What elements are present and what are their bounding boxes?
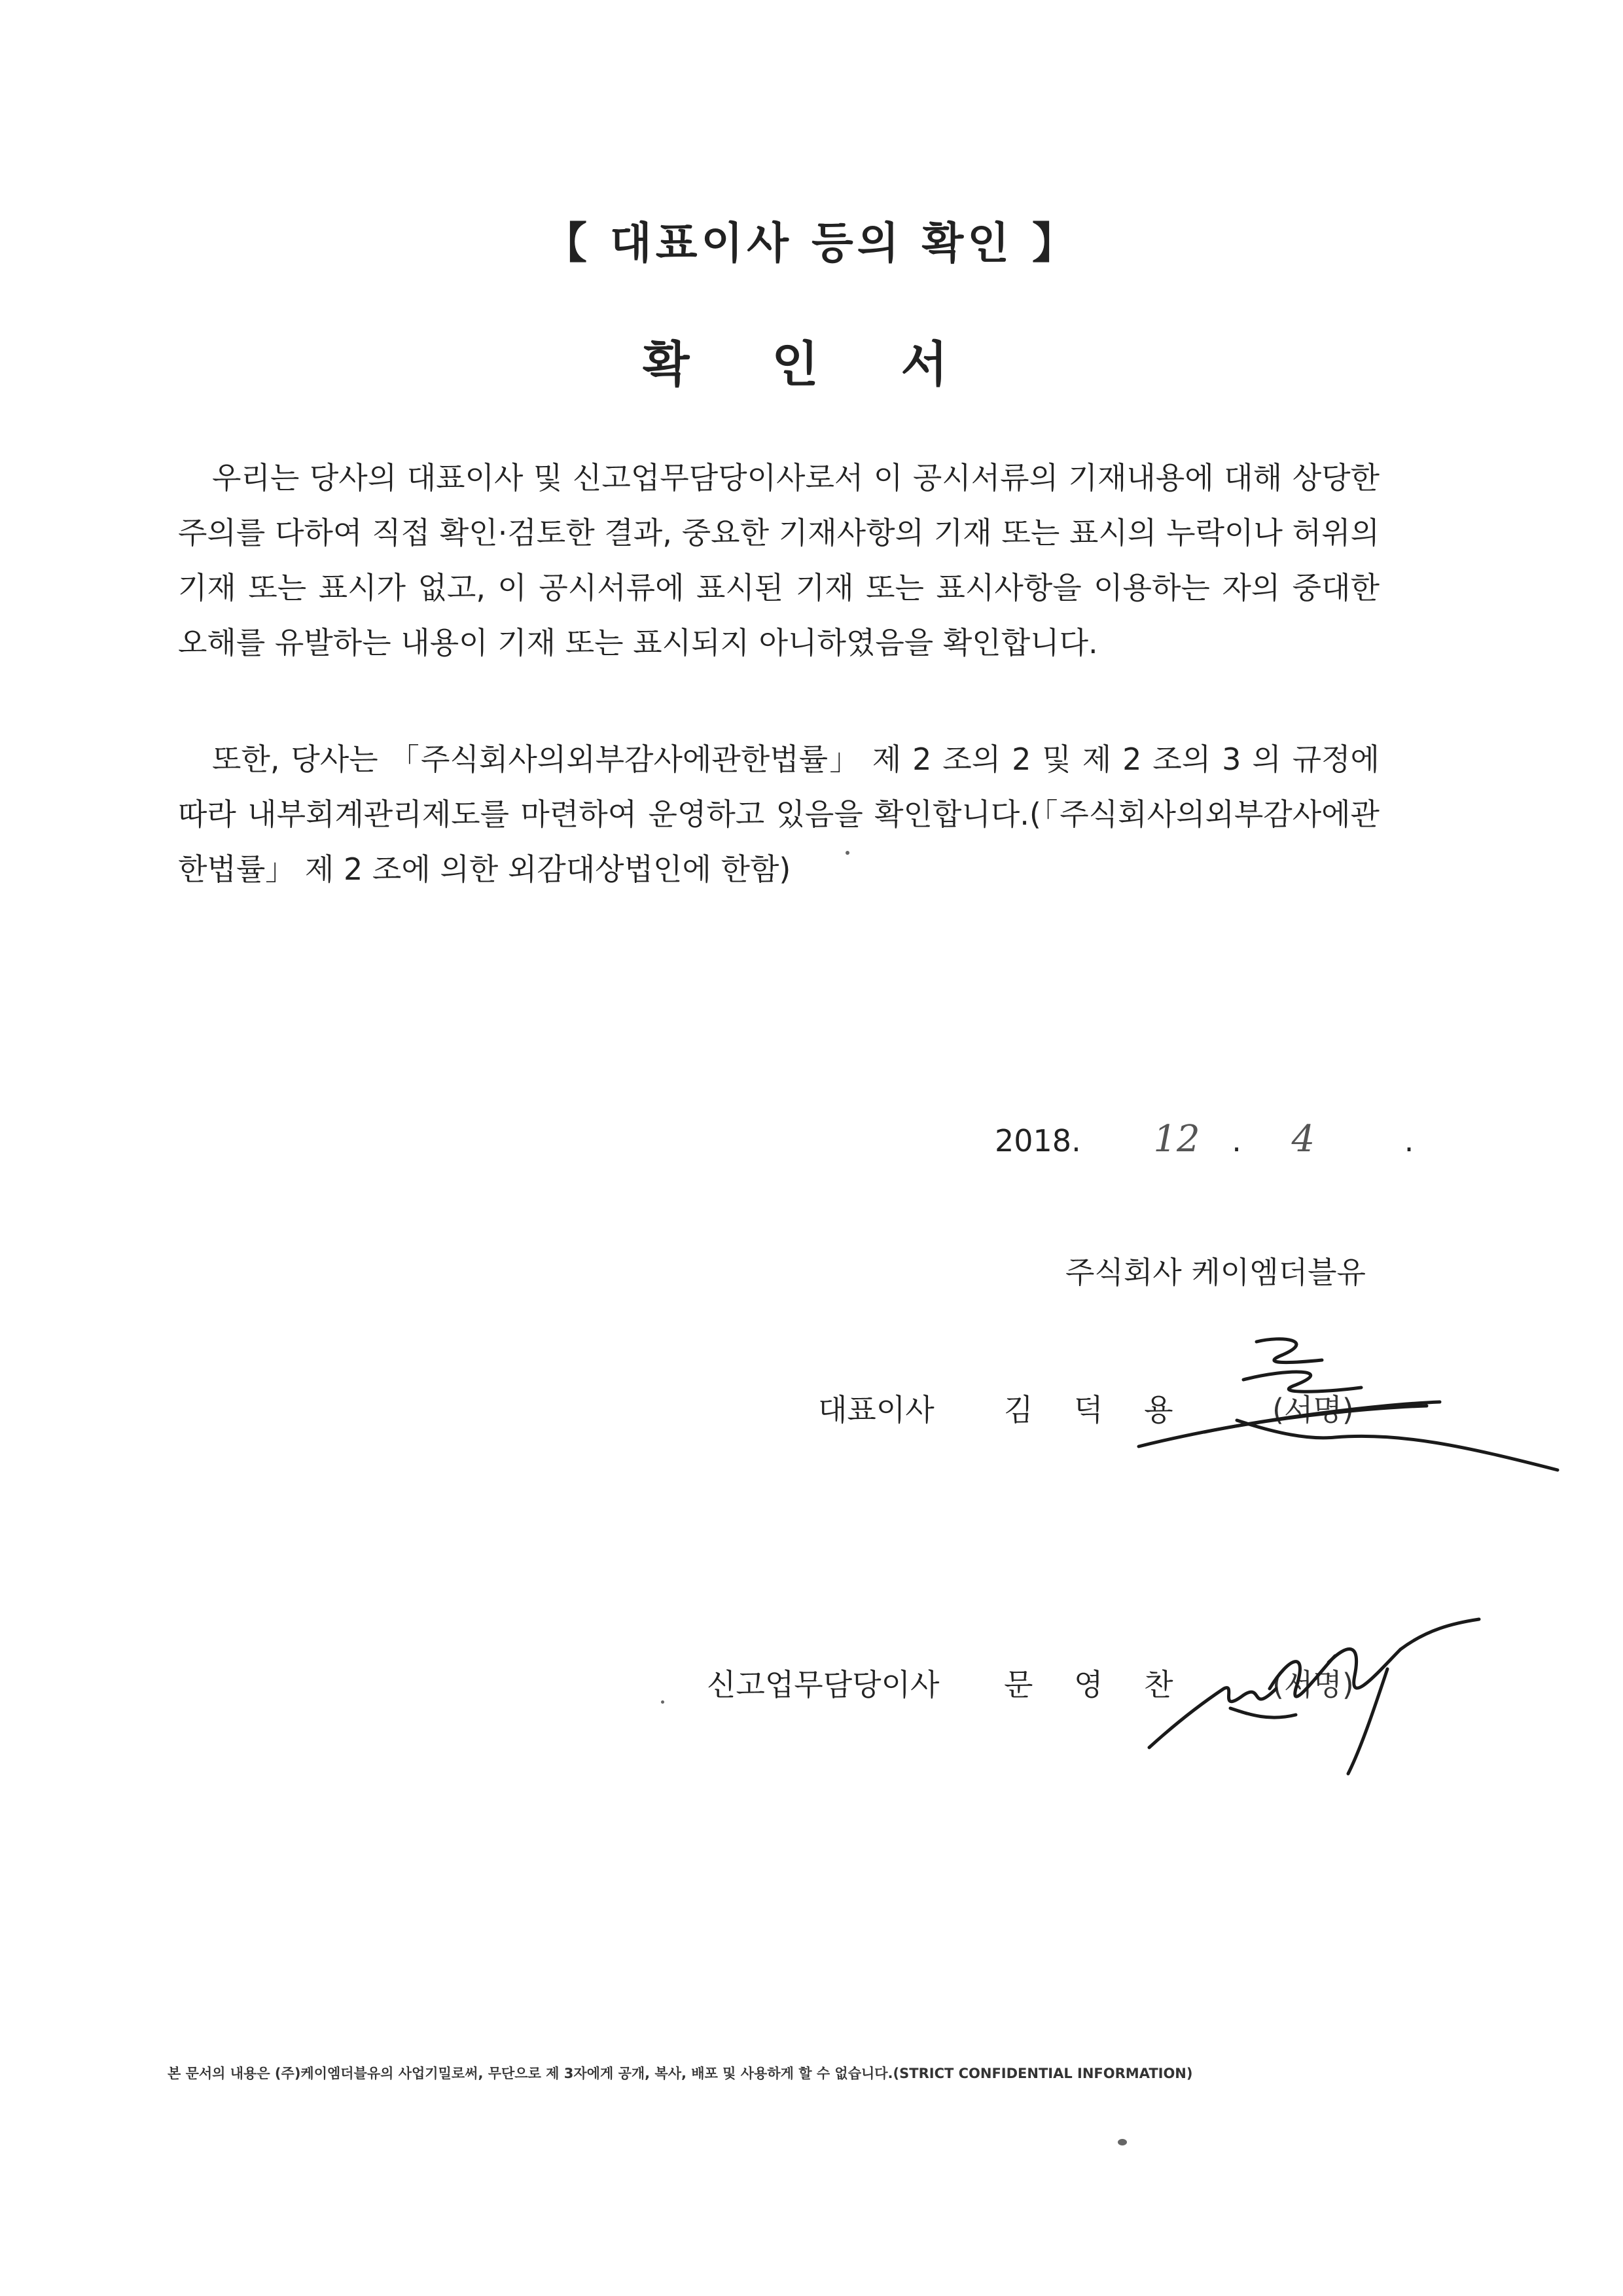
document-date — [995, 1118, 1414, 1160]
scan-speck — [661, 1700, 664, 1704]
signatory-role: 대표이사 — [818, 1392, 935, 1427]
signature-label: (서명) — [1272, 1392, 1354, 1427]
body-paragraph-2: 또한, 당사는 「주식회사의외부감사에관한법률」 제 2 조의 2 및 제 2 조의 3 의 규정에 따라 내부회계관리제도를 마련하여 운영하고 있음을 확인합니다.(「주식회사의외부감사에관한법률」 제 2 조에 의한 외감대상법인에 한함) — [178, 742, 1380, 887]
date-separator: . — [1404, 1123, 1414, 1158]
signatory-ceo — [0, 1386, 1623, 1439]
scan-speck — [846, 851, 849, 855]
signatory-name: 문 영 찬 — [1004, 1667, 1189, 1702]
confidentiality-footer: 본 문서의 내용은 (주)케이엠더블유의 사업기밀로써, 무단으로 제 3자에게 공개, 복사, 배포 및 사용하게 할 수 없습니다.(STRICT CONFIDENTIAL INFORMATION) — [168, 2066, 1193, 2081]
date-day-handwritten: 4 — [1291, 1118, 1315, 1160]
date-year: 2018. — [995, 1123, 1081, 1158]
document-title: 확 인 서 — [643, 336, 980, 393]
body-paragraph-1: 우리는 당사의 대표이사 및 신고업무담당이사로서 이 공시서류의 기재내용에 대해 상당한 주의를 다하여 직접 확인·검토한 결과, 중요한 기재사항의 기재 또는 표시의 누락이나 허위의 기재 또는 표시가 없고, 이 공시서류에 표시된 기재 또는 표시사항을 이용하는 자의 중대한 오해를 유발하는 내용이 기재 또는 표시되지 아니하였음을 확인합니다. — [178, 460, 1380, 660]
signature-label: (서명) — [1272, 1667, 1354, 1702]
section-heading: 【 대표이사 등의 확인 】 — [544, 218, 1079, 268]
signatory-disclosure-officer — [0, 1661, 1623, 1713]
date-month-handwritten: 12 — [1153, 1118, 1200, 1160]
company-name: 주식회사 케이엠더블유 — [1065, 1255, 1366, 1290]
signatory-role: 신고업무담당이사 — [707, 1667, 940, 1702]
date-separator: . — [1232, 1123, 1241, 1158]
scan-speck — [1118, 2139, 1127, 2145]
signatory-name: 김 덕 용 — [1004, 1392, 1189, 1427]
